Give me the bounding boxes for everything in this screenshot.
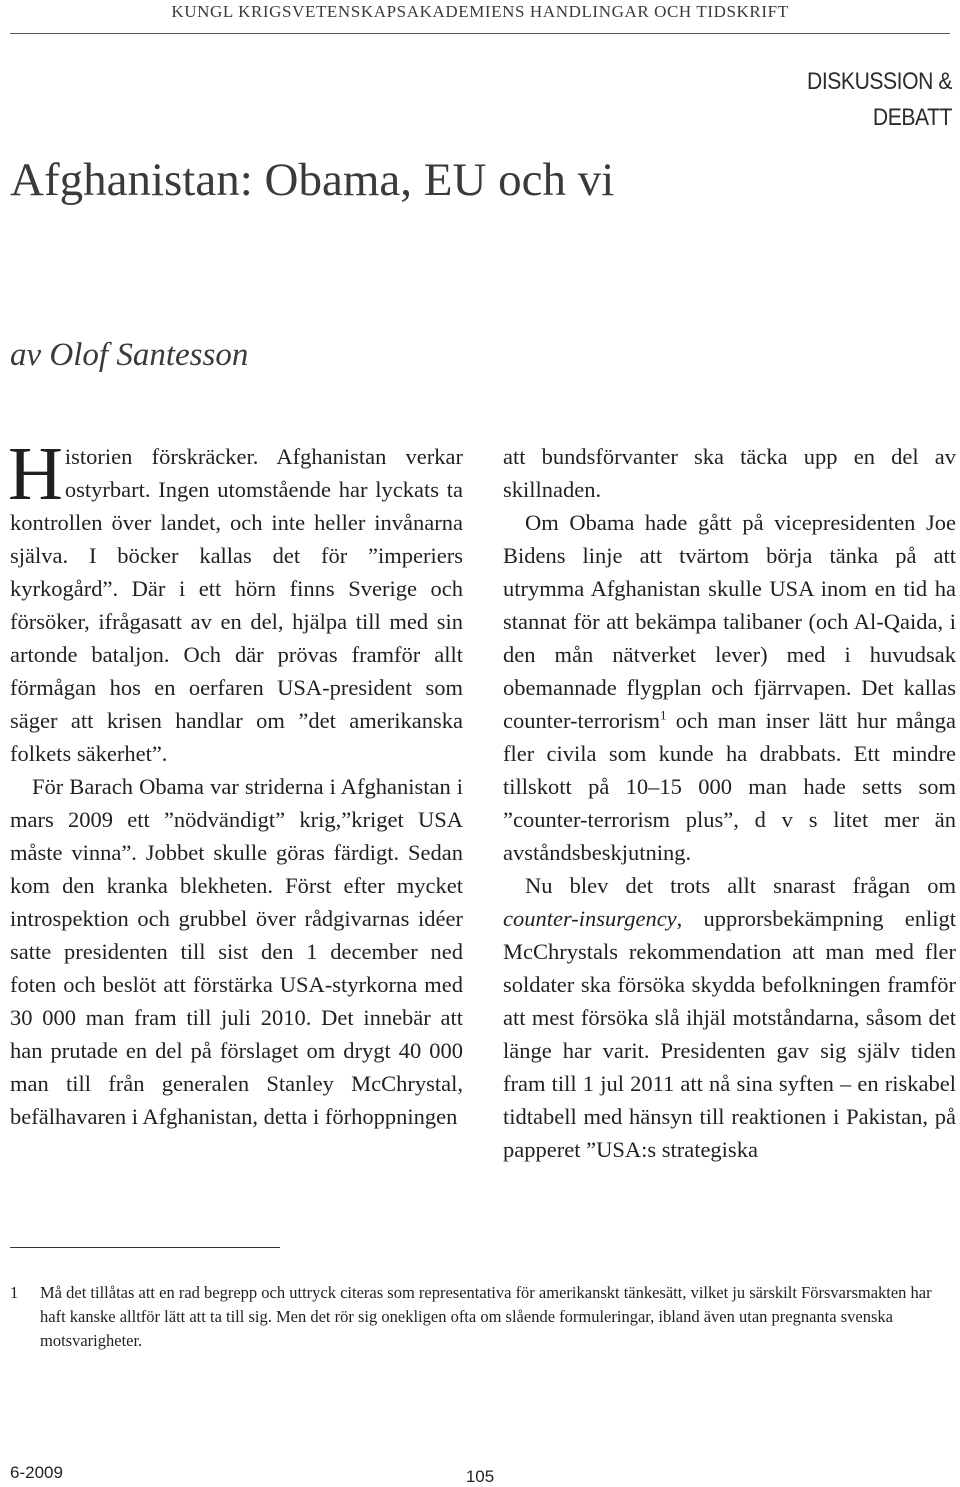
issue-label: 6-2009	[10, 1463, 63, 1482]
paragraph: att bundsförvanter ska täcka upp en del av skillnaden.	[503, 444, 956, 502]
paragraph-text: Om Obama hade gått på vicepresidenten Joe Bidens linje att tvärtom börja tänka på att utrymma Afghanistan skulle USA inom en tid ha stannat för att bekämpa talibaner (och Al-Qaida, i den mån nätverket lever) med i huvudsak obemannade flygplan och fjärrvapen. Det kallas counter-terrorism	[503, 510, 956, 733]
section-label	[776, 64, 952, 136]
article-title: Afghanistan: Obama, EU och vi	[10, 154, 615, 206]
footnote	[10, 1281, 955, 1353]
drop-cap: H	[8, 432, 63, 516]
left-column	[8, 432, 463, 1133]
header-rule	[10, 33, 950, 34]
journal-header: KUNGL KRIGSVETENSKAPSAKADEMIENS HANDLINGAR OCH TIDSKRIFT	[171, 2, 789, 21]
paragraph-text: och man inser lätt hur många fler civila som kunde ha drabbats. Ett mindre tillskott på 10–15 000 man hade setts som ”counter-terrorism plus”, d v s litet mer än avståndsbeskjutning.	[503, 708, 956, 865]
footnote-rule	[10, 1247, 280, 1248]
footnote-text: Må det tillåtas att en rad begrepp och uttryck citeras som representativa för amerikanskt tänkesätt, vilket ju särskilt Försvarsmakten har haft kanske alltför lätt att ta till sig. Men det rör sig onekligen ofta om slående formuleringar, ibland även utan pregnanta svenska motsvarigheter.	[40, 1283, 932, 1350]
footnote-reference[interactable]: 1	[659, 707, 667, 723]
paragraph	[503, 869, 956, 1166]
right-column	[503, 440, 956, 1166]
article-author: av Olof Santesson	[10, 337, 249, 373]
section-label-line2: DEBATT	[872, 104, 952, 131]
paragraph-text: , upprorsbekämpning enligt McChrystals rekommendation att man med fler soldater ska försöka skydda befolkningen framför att mest försöka slå ihjäl motståndarna, såsom det länge har varit. Presidenten gav sig själv tiden fram till 1 jul 2011 att nå sina syften – en riskabel tidtabell med hänsyn till reaktionen i Pakistan, på papperet ”USA:s strategiska	[503, 906, 956, 1162]
paragraph-text: Nu blev det trots allt snarast frågan om	[525, 873, 956, 898]
paragraph	[8, 432, 463, 770]
italic-term: counter-insurgency	[503, 906, 677, 931]
paragraph-text: istorien förskräcker. Afghanistan verkar ostyrbart. Ingen utomstående har lyckats ta kontrollen över landet, och inte heller invånarna själva. I böcker kallas det för ”imperiers kyrkogård”. Där i ett hörn finns Sverige och försöker, ifrågasatt av en del, hjälpa till med sin artonde bataljon. Och där prövas framför allt förmågan hos en oerfaren USA-president som säger att krisen handlar om ”det amerikanska folkets säkerhet”.	[10, 444, 463, 766]
page-number: 105	[465, 1467, 495, 1486]
footnote-number: 1	[10, 1283, 19, 1302]
paragraph: För Barach Obama var striderna i Afghanistan i mars 2009 ett ”nödvändigt” krig,”kriget USA måste vinna”. Jobbet skulle göras färdigt. Sedan kom den kranka blekheten. Först efter mycket introspektion och grubbel över rådgivarnas idéer satte presidenten till sist den 1 december ned foten och beslöt att förstärka USA-styrkorna med 30 000 man fram till juli 2010. Det innebär att han prutade en del på förslaget om drygt 40 000 man till från generalen Stanley McChrystal, befälhavaren i Afghanistan, detta i förhoppningen	[10, 774, 463, 1129]
paragraph	[503, 506, 956, 869]
section-label-line1: DISKUSSION &	[807, 68, 952, 95]
